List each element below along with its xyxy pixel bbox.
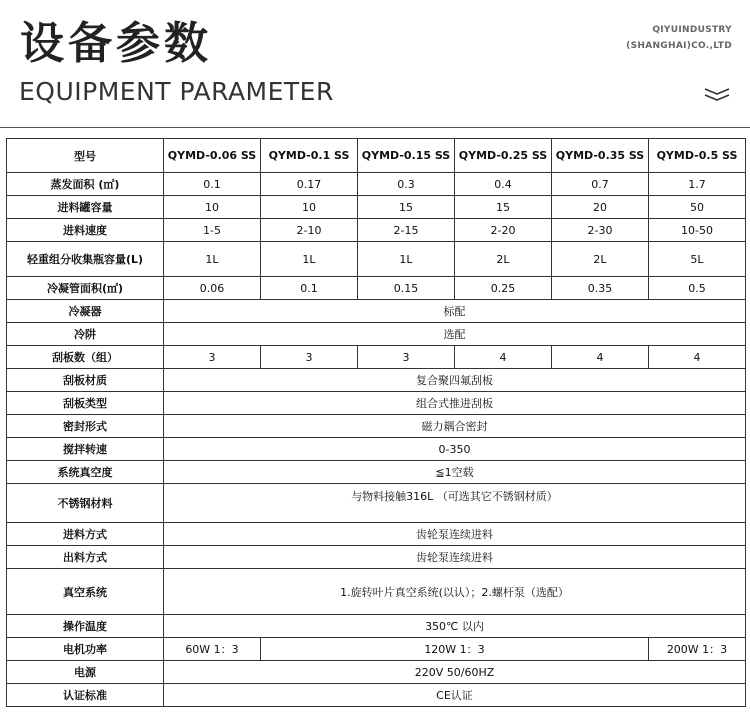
table-cell-span: 选配 — [164, 323, 746, 346]
model-cell: QYMD-0.06 SS — [164, 139, 261, 173]
table-cell: 0.5 — [649, 277, 746, 300]
page-title: 设备参数 — [20, 18, 212, 69]
header-cell-model: 型号 — [7, 139, 164, 173]
row-label: 系统真空度 — [7, 461, 164, 484]
parameter-table — [6, 138, 746, 707]
model-cell: QYMD-0.15 SS — [358, 139, 455, 173]
row-label: 冷凝器 — [7, 300, 164, 323]
table-cell-span: 350℃ 以内 — [164, 615, 746, 638]
table-cell-span: 复合聚四氟刮板 — [164, 369, 746, 392]
table-cell: 15 — [358, 196, 455, 219]
row-label: 轻重组分收集瓶容量(L) — [7, 242, 164, 277]
row-label: 冷阱 — [7, 323, 164, 346]
table-cell: 3 — [261, 346, 358, 369]
table-cell: 4 — [455, 346, 552, 369]
table-cell-span: 磁力耦合密封 — [164, 415, 746, 438]
table-row — [7, 684, 746, 707]
table-cell-span: 0-350 — [164, 438, 746, 461]
table-cell-span: ≦1空载 — [164, 461, 746, 484]
row-label: 刮板材质 — [7, 369, 164, 392]
brand-line-1: QIYUINDUSTRY — [652, 25, 732, 35]
table-cell: 10 — [261, 196, 358, 219]
row-label: 密封形式 — [7, 415, 164, 438]
row-label: 真空系统 — [7, 569, 164, 615]
row-label: 电源 — [7, 661, 164, 684]
table-cell: 5L — [649, 242, 746, 277]
table-cell: 10-50 — [649, 219, 746, 242]
table-row — [7, 461, 746, 484]
table-cell: 1L — [164, 242, 261, 277]
table-cell: 0.4 — [455, 173, 552, 196]
table-cell-span: 1.旋转叶片真空系统(以认）；2.螺杆泵（选配） — [164, 569, 746, 615]
table-row — [7, 638, 746, 661]
table-cell-span: 与物料接触316L （可选其它不锈钢材质） — [164, 484, 746, 523]
row-label: 刮板数（组） — [7, 346, 164, 369]
table-cell: 0.3 — [358, 173, 455, 196]
company-brand — [626, 22, 732, 54]
table-cell: 1-5 — [164, 219, 261, 242]
table-header-row — [7, 139, 746, 173]
table-cell-span: 齿轮泵连续进料 — [164, 546, 746, 569]
table-row — [7, 323, 746, 346]
table-cell: 2-15 — [358, 219, 455, 242]
row-label: 操作温度 — [7, 615, 164, 638]
table-cell: 0.1 — [261, 277, 358, 300]
row-label: 进料罐容量 — [7, 196, 164, 219]
table-row — [7, 300, 746, 323]
page-header — [0, 0, 750, 128]
model-cell: QYMD-0.5 SS — [649, 139, 746, 173]
row-label: 进料速度 — [7, 219, 164, 242]
table-row — [7, 546, 746, 569]
row-label: 进料方式 — [7, 523, 164, 546]
table-row — [7, 369, 746, 392]
table-cell: 1.7 — [649, 173, 746, 196]
table-cell: 4 — [552, 346, 649, 369]
row-label: 出料方式 — [7, 546, 164, 569]
model-cell: QYMD-0.25 SS — [455, 139, 552, 173]
table-cell: 0.35 — [552, 277, 649, 300]
model-cell: QYMD-0.1 SS — [261, 139, 358, 173]
table-row — [7, 484, 746, 523]
table-cell: 2L — [552, 242, 649, 277]
table-cell: 3 — [358, 346, 455, 369]
table-cell: 0.7 — [552, 173, 649, 196]
table-cell: 2-30 — [552, 219, 649, 242]
row-label: 冷凝管面积(㎡) — [7, 277, 164, 300]
table-cell: 1L — [358, 242, 455, 277]
double-chevron-down-icon — [704, 88, 730, 102]
table-cell: 3 — [164, 346, 261, 369]
table-cell: 2L — [455, 242, 552, 277]
table-row — [7, 615, 746, 638]
table-cell: 0.06 — [164, 277, 261, 300]
table-row — [7, 569, 746, 615]
table-row — [7, 661, 746, 684]
table-cell: 10 — [164, 196, 261, 219]
table-row — [7, 219, 746, 242]
table-row — [7, 242, 746, 277]
table-row — [7, 523, 746, 546]
model-cell: QYMD-0.35 SS — [552, 139, 649, 173]
row-label: 不锈钢材料 — [7, 484, 164, 523]
table-row — [7, 392, 746, 415]
table-row — [7, 173, 746, 196]
brand-line-2: (SHANGHAI)CO.,LTD — [626, 41, 732, 51]
header-divider — [0, 127, 750, 128]
table-cell: 2-20 — [455, 219, 552, 242]
table-cell-span: 标配 — [164, 300, 746, 323]
row-label: 认证标准 — [7, 684, 164, 707]
table-cell-span: 组合式推进刮板 — [164, 392, 746, 415]
row-label: 搅拌转速 — [7, 438, 164, 461]
table-cell: 0.25 — [455, 277, 552, 300]
page-subtitle: EQUIPMENT PARAMETER — [19, 77, 334, 106]
row-label: 电机功率 — [7, 638, 164, 661]
row-label: 蒸发面积 (㎡) — [7, 173, 164, 196]
table-cell-span: 120W 1：3 — [261, 638, 649, 661]
table-row — [7, 277, 746, 300]
table-row — [7, 196, 746, 219]
table-cell-span: 齿轮泵连续进料 — [164, 523, 746, 546]
table-cell: 0.1 — [164, 173, 261, 196]
table-cell: 60W 1：3 — [164, 638, 261, 661]
table-cell: 0.17 — [261, 173, 358, 196]
table-cell: 50 — [649, 196, 746, 219]
table-cell-span: 220V 50/60HZ — [164, 661, 746, 684]
table-cell: 200W 1：3 — [649, 638, 746, 661]
table-row — [7, 438, 746, 461]
table-row — [7, 415, 746, 438]
table-cell: 0.15 — [358, 277, 455, 300]
table-cell: 20 — [552, 196, 649, 219]
table-cell: 15 — [455, 196, 552, 219]
table-row — [7, 346, 746, 369]
table-cell-span: CE认证 — [164, 684, 746, 707]
table-cell: 2-10 — [261, 219, 358, 242]
row-label: 刮板类型 — [7, 392, 164, 415]
table-cell: 4 — [649, 346, 746, 369]
table-cell: 1L — [261, 242, 358, 277]
